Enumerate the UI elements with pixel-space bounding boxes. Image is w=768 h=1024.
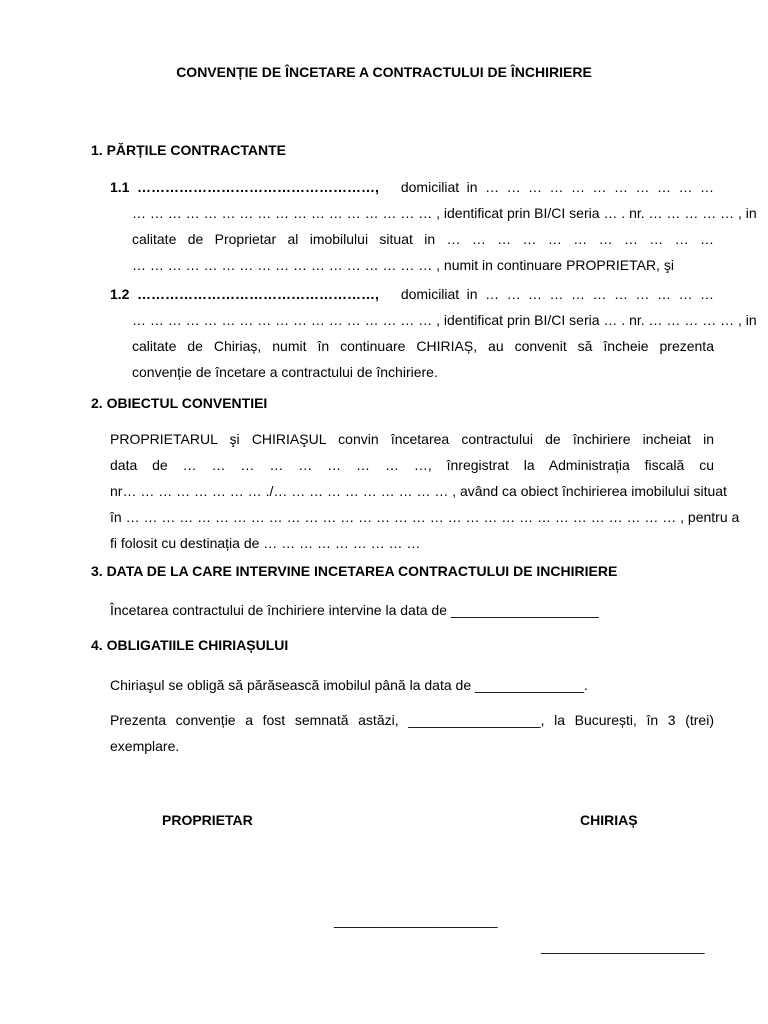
- landlord-signature-label: PROPRIETAR: [162, 812, 253, 828]
- closing-line-2: exemplare.: [110, 738, 180, 754]
- object-line-3: nr… … … … … … … … ./… … … … … … … … … … , având ca obiect închirierea imobilului situat: [110, 483, 727, 499]
- obligation-text: Chiriaşul se obligă să părăsească imobilul până la data de ______________.: [110, 677, 588, 693]
- party-2-domicile: domiciliat in … … … … … … … … … … …: [400, 286, 714, 302]
- landlord-signature-line: _____________________: [334, 912, 498, 928]
- party-1-domicile: domiciliat in … … … … … … … … … … …: [400, 179, 714, 195]
- party-1-paragraph: [110, 174, 757, 278]
- party-1-line-3: calitate de Proprietar al imobilului situat in … … … … … … … … … … …: [132, 231, 714, 247]
- section-1-heading: 1. PĂRȚILE CONTRACTANTE: [91, 142, 286, 158]
- party-2-line-1: [110, 281, 714, 307]
- object-line-5: fi folosit cu destinația de … … … … … … … … …: [110, 535, 421, 551]
- termination-date-paragraph: [110, 597, 714, 623]
- tenant-signature-line: _____________________: [541, 938, 705, 954]
- document-title: CONVENȚIE DE ÎNCETARE A CONTRACTULUI DE ÎNCHIRIERE: [176, 64, 592, 80]
- tenant-signature-label: CHIRIAȘ: [580, 812, 638, 828]
- party-2-line-4: convenție de încetare a contractului de închiriere.: [132, 364, 438, 380]
- party-1-number: 1.1 ……………………………………………,: [110, 179, 379, 195]
- object-line-4: în … … … … … … … … … … … … … … … … … … … … … … … … … … … … … … … , pentru a: [110, 509, 740, 525]
- closing-paragraph: [110, 707, 714, 759]
- object-line-2: data de … … … … … … … … …, înregistrat la Administrația fiscală cu: [110, 457, 714, 473]
- termination-date-text: Încetarea contractului de închiriere intervine la data de ___________________: [110, 602, 599, 618]
- party-2-paragraph: [110, 281, 757, 385]
- closing-line-1: Prezenta convenție a fost semnată astăzi, _________________, la București, în 3 (trei): [110, 712, 714, 728]
- section-4-heading: 4. OBLIGATIILE CHIRIAȘULUI: [91, 637, 289, 653]
- object-line-1: PROPRIETARUL şi CHIRIAŞUL convin încetarea contractului de închiriere incheiat in: [110, 431, 714, 447]
- party-2-line-2: … … … … … … … … … … … … … … … … … , identificat prin BI/CI seria … . nr. … … … … … , in: [132, 312, 757, 328]
- section-3-heading: 3. DATA DE LA CARE INTERVINE INCETAREA CONTRACTULUI DE INCHIRIERE: [91, 563, 618, 579]
- party-2-number: 1.2 ……………………………………………,: [110, 286, 379, 302]
- party-2-line-3: calitate de Chiriaș, numit în continuare CHIRIAȘ, au convenit să încheie prezenta: [132, 338, 714, 354]
- party-1-line-2: … … … … … … … … … … … … … … … … … , identificat prin BI/CI seria … . nr. … … … … … , in: [132, 205, 757, 221]
- party-1-line-4: … … … … … … … … … … … … … … … … … , numit in continuare PROPRIETAR, şi: [132, 257, 674, 273]
- obligation-paragraph: [110, 672, 714, 698]
- section-2-heading: 2. OBIECTUL CONVENTIEI: [91, 395, 268, 411]
- party-1-line-1: [110, 174, 714, 200]
- object-paragraph: [110, 426, 740, 556]
